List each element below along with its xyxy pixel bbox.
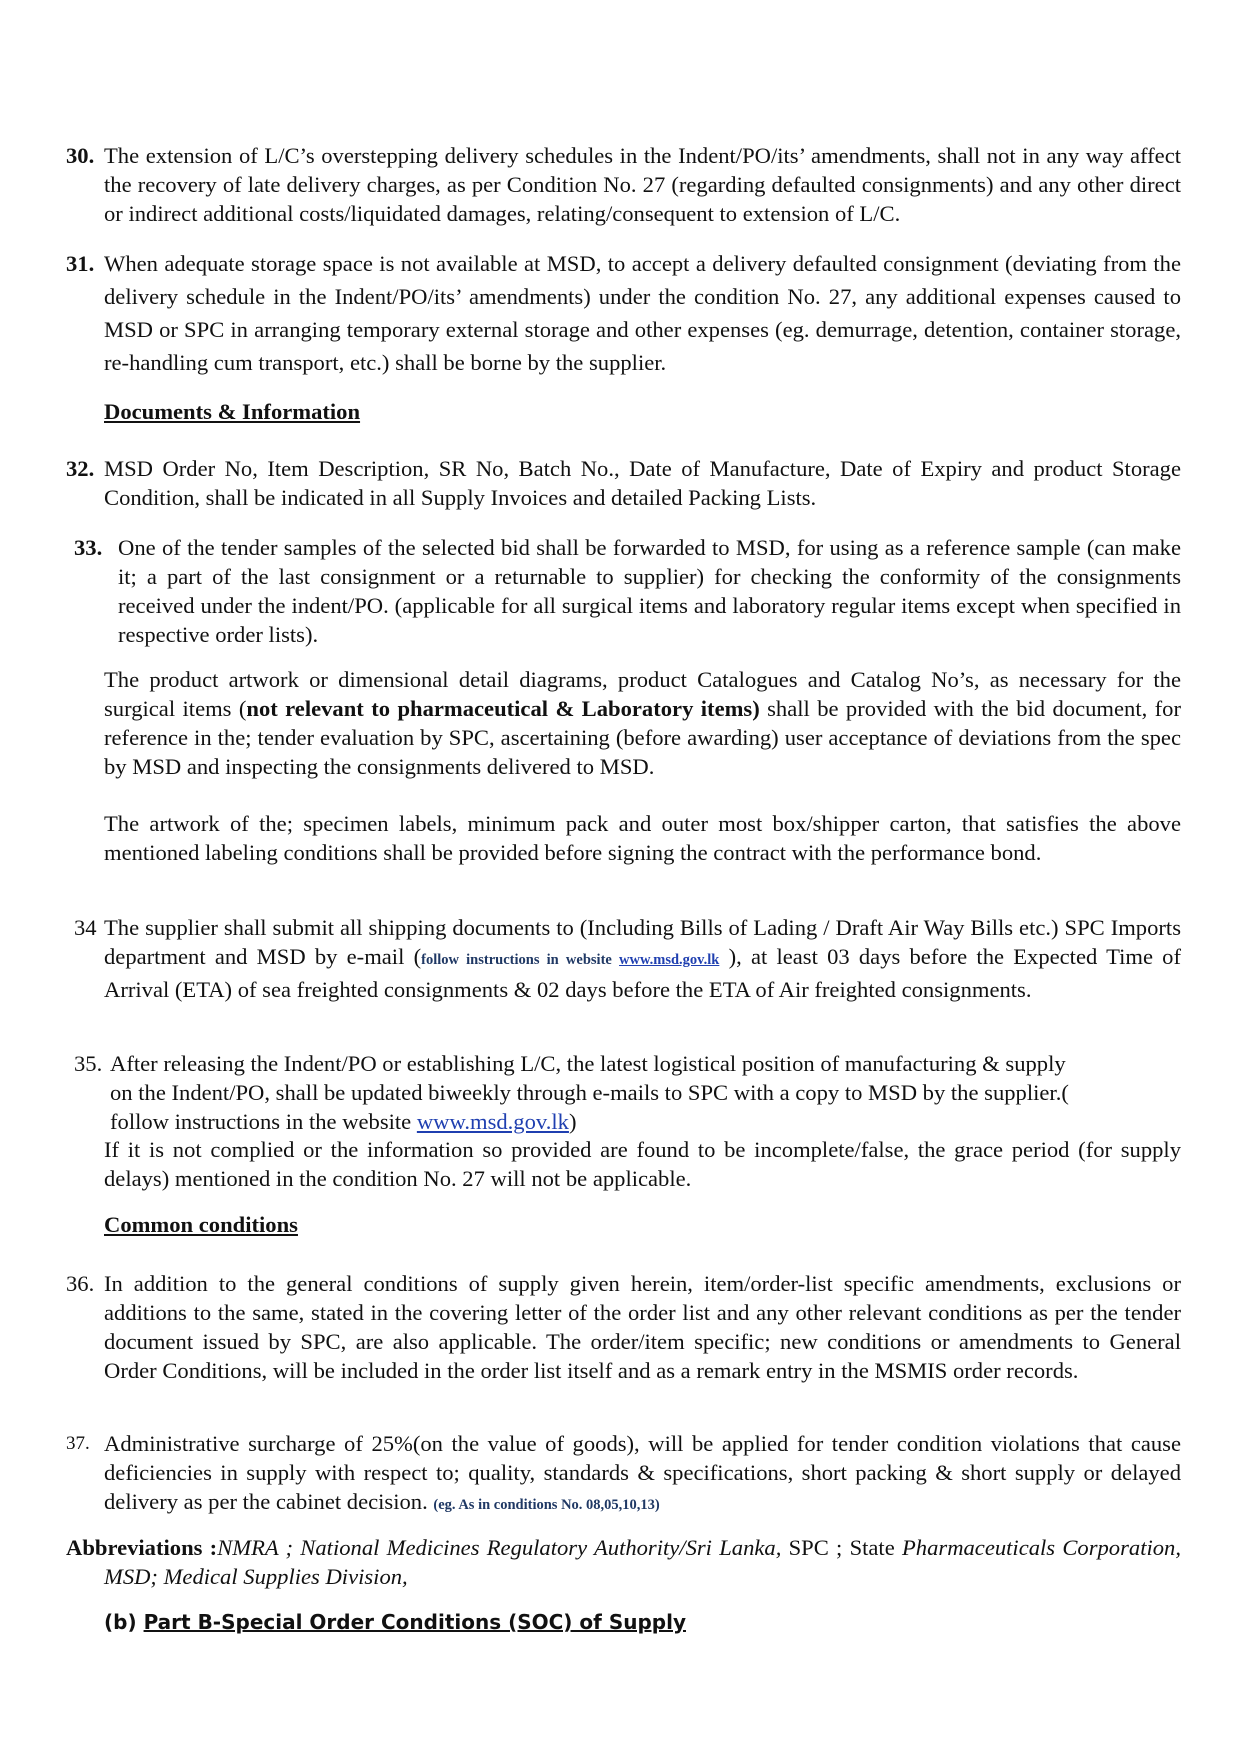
condition-text: After releasing the Indent/PO or establishing L/C, the latest logistical position of manufacturing & supply on the Indent/PO, shall be updated biweekly through e-mails to SPC with a copy to MSD by the supplier.( follow instructions in the website www.msd.gov.lk) [110,1051,1069,1134]
condition-number: 31. [66,251,95,276]
condition-text: When adequate storage space is not available at MSD, to accept a delivery defaulted consignment (deviating from the delivery schedule in the Indent/PO/its’ amendments) under the condition No. 27, any additional expenses caused to MSD or SPC in arranging temporary external storage and other expenses (eg. demurrage, detention, container storage, re-handling cum transport, etc.) shall be borne by the supplier. [104,251,1181,375]
section-heading-documents: Documents & Information [104,399,361,424]
condition-number: 30. [66,143,95,168]
condition-text: MSD Order No, Item Description, SR No, Batch No., Date of Manufacture, Date of Expiry and product Storage Condition, shall be indicated in all Supply Invoices and detailed Packing Lists. [104,456,1181,510]
part-b-heading: (b) Part B-Special Order Conditions (SOC) of Supply [104,1610,686,1634]
condition-number: 32. [66,456,95,481]
condition-text: The extension of L/C’s overstepping delivery schedules in the Indent/PO/its’ amendments, shall not in any way affect the recovery of late delivery charges, as per Condition No. 27 (regarding defaulted consignments) and any other direct or indirect additional costs/liquidated damages, relating/consequent to extension of L/C. [104,143,1181,226]
specimen-paragraph: The artwork of the; specimen labels, minimum pack and outer most box/shipper carton, that satisfies the above mentioned labeling conditions shall be provided before signing the contract with the performance bond. [104,811,1181,865]
condition-number: 36. [66,1271,95,1296]
msd-website-link[interactable]: www.msd.gov.lk [619,952,720,968]
condition-35-continuation: If it is not complied or the information so provided are found to be incomplete/false, the grace period (for supply delays) mentioned in the condition No. 27 will not be applicable. [104,1137,1181,1191]
condition-text: The supplier shall submit all shipping documents to (Including Bills of Lading / Draft Air Way Bills etc.) SPC Imports department and MSD by e-mail (follow instructions in website www.msd.gov.lk ), at least 03 days before the Expected Time of Arrival (ETA) of sea freighted consignments & 02 days before the ETA of Air freighted consignments. [104,915,1182,1002]
abbreviations-label: Abbreviations : [66,1535,218,1560]
section-heading-common: Common conditions [104,1212,298,1237]
condition-text: In addition to the general conditions of supply given herein, item/order-list specific amendments, exclusions or additions to the same, stated in the covering letter of the order list and any other relevant conditions as per the tender document issued by SPC, are also applicable. The order/item specific; new conditions or amendments to General Order Conditions, will be included in the order list itself and as a remark entry in the MSMIS order records. [104,1271,1181,1383]
condition-text: One of the tender samples of the selected bid shall be forwarded to MSD, for using as a reference sample (can make it; a part of the last consignment or a returnable to supplier) for checking the conformity of the consignments received under the indent/PO. (applicable for all surgical items and laboratory regular items except when specified in respective order lists). [118,535,1181,647]
condition-number: 33. [74,535,103,560]
msd-website-link[interactable]: www.msd.gov.lk [416,1109,569,1134]
condition-number: 34 [74,915,97,940]
condition-text: Administrative surcharge of 25%(on the value of goods), will be applied for tender condition violations that cause deficiencies in supply with respect to; quality, standards & specifications, short packing & short supply or delayed delivery as per the cabinet decision. (eg. As in conditions No. 08,05,10,13) [104,1431,1181,1514]
condition-number: 37. [66,1433,90,1454]
abbreviations: Abbreviations :NMRA ; National Medicines Regulatory Authority/Sri Lanka, SPC ; State Pharmaceuticals Corporation, MSD; Medical Supplies Division, [66,1535,1181,1589]
artwork-paragraph: The product artwork or dimensional detail diagrams, product Catalogues and Catalog No’s, as necessary for the surgical items (not relevant to pharmaceutical & Laboratory items) shall be provided with the bid document, for reference in the; tender evaluation by SPC, ascertaining (before awarding) user acceptance of deviations from the spec by MSD and inspecting the consignments delivered to MSD. [104,667,1181,779]
condition-number: 35. [74,1051,103,1076]
